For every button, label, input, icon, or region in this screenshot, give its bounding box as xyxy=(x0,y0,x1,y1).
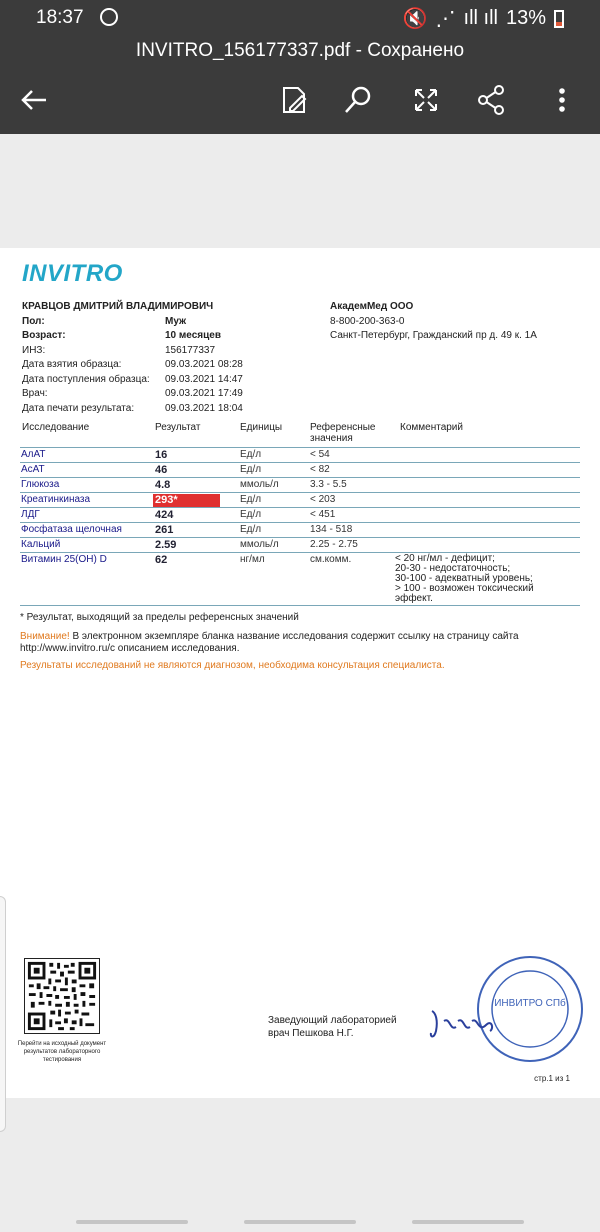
patient-name: КРАВЦОВ ДМИТРИЙ ВЛАДИМИРОВИЧ xyxy=(22,301,214,312)
patient-labels: Пол: Возраст: ИНЗ: Дата взятия образца: Дата поступления образца: Врач: Дата печати результата: xyxy=(22,315,150,414)
out-of-range-value: 293* xyxy=(153,494,220,507)
svg-text:ИНВИТРО СПб: ИНВИТРО СПб xyxy=(494,998,566,1009)
battery-level: 13% xyxy=(505,7,546,29)
fullscreen-button[interactable] xyxy=(408,82,444,118)
vitd-comment: < 20 нг/мл - дефицит; 20-30 - недостаточность; 30-100 - адекватный уровень; > 100 - возможен токсический эффект. xyxy=(395,553,534,604)
document-title: INVITRO_156177337.pdf - Сохранено xyxy=(135,40,465,61)
search-icon xyxy=(340,82,376,118)
expand-icon xyxy=(408,82,444,118)
col-comment: Комментарий xyxy=(400,422,463,433)
lab-phone: 8-800-200-363-0 xyxy=(330,315,405,327)
more-vertical-icon xyxy=(544,82,580,118)
pdf-page[interactable] xyxy=(0,248,600,1098)
edit-icon xyxy=(276,82,312,118)
page-number: стр.1 из 1 xyxy=(534,1074,570,1083)
table-row[interactable]: Фосфатаза щелочная 261 Ед/л 134 - 518 xyxy=(20,523,580,538)
qr-code[interactable] xyxy=(24,958,100,1034)
qr-caption: Перейти на исходный документ результатов лабораторного тестирования xyxy=(17,1041,107,1063)
table-row[interactable]: Глюкоза 4.8 ммоль/л 3.3 - 5.5 xyxy=(20,478,580,493)
battery-icon xyxy=(554,10,564,28)
mute-icon: 🔇 xyxy=(402,8,428,30)
top-bar xyxy=(0,0,600,134)
signal-icon: ıll ıll xyxy=(463,7,498,29)
table-row[interactable]: Креатинкиназа 293* Ед/л < 203 xyxy=(20,493,580,508)
warning-note: Внимание! В электронном экземпляре бланка название исследования содержит ссылку на страницу сайта http://www.invitro.ru/с описанием исследования. xyxy=(20,631,519,654)
more-button[interactable] xyxy=(544,82,580,118)
lab-name: АкадемМед ООО xyxy=(330,301,414,312)
status-bar xyxy=(0,0,600,36)
col-units: Единицы xyxy=(240,422,283,433)
wifi-icon: ⋰ xyxy=(435,8,456,30)
table-row[interactable]: Кальций 2.59 ммоль/л 2.25 - 2.75 xyxy=(20,538,580,553)
invitro-link[interactable]: http://www.invitro.ru/с описанием исследования. xyxy=(20,643,240,654)
status-icons xyxy=(403,6,564,31)
flag-note: * Результат, выходящий за пределы референсных значений xyxy=(20,612,299,623)
lab-info xyxy=(330,300,537,344)
signature xyxy=(428,1003,518,1043)
table-row[interactable]: ЛДГ 424 Ед/л < 451 xyxy=(20,508,580,523)
col-result: Результат xyxy=(155,422,201,433)
nav-recent[interactable] xyxy=(76,1220,188,1224)
nav-bar xyxy=(0,1210,600,1232)
status-time: 18:37 xyxy=(36,7,84,28)
nav-back[interactable] xyxy=(412,1220,524,1224)
share-button[interactable] xyxy=(474,82,510,118)
col-test: Исследование xyxy=(22,422,90,433)
share-icon xyxy=(474,82,510,118)
lab-address: Санкт-Петербург, Гражданский пр д. 49 к. 1А xyxy=(330,330,537,341)
col-ref: Референсные значения xyxy=(310,422,376,444)
sync-icon xyxy=(100,8,118,26)
nav-home[interactable] xyxy=(244,1220,356,1224)
edge-panel-handle[interactable] xyxy=(0,896,6,1132)
edit-button[interactable] xyxy=(276,82,312,118)
back-arrow-icon xyxy=(16,82,52,118)
table-row[interactable]: АлАТ 16 Ед/л < 54 xyxy=(20,448,580,463)
table-row[interactable]: Витамин 25(OH) D 62 нг/мл см.комм. < 20 нг/мл - дефицит; 20-30 - недостаточность; 30-100 - адекватный уровень; > 100 - возможен токсический эффект. xyxy=(20,553,580,606)
back-button[interactable] xyxy=(16,82,52,118)
disclaimer: Результаты исследований не являются диагнозом, необходима консультация специалиста. xyxy=(20,660,445,671)
invitro-logo: INVITRO xyxy=(22,260,123,287)
lab-head: Заведующий лабораторией врач Пешкова Н.Г. xyxy=(268,1015,397,1039)
patient-values: Муж 10 месяцев 156177337 09.03.2021 08:28 09.03.2021 14:47 09.03.2021 17:49 09.03.2021 18:04 xyxy=(165,315,243,414)
table-row[interactable]: АсАТ 46 Ед/л < 82 xyxy=(20,463,580,478)
search-button[interactable] xyxy=(340,82,376,118)
